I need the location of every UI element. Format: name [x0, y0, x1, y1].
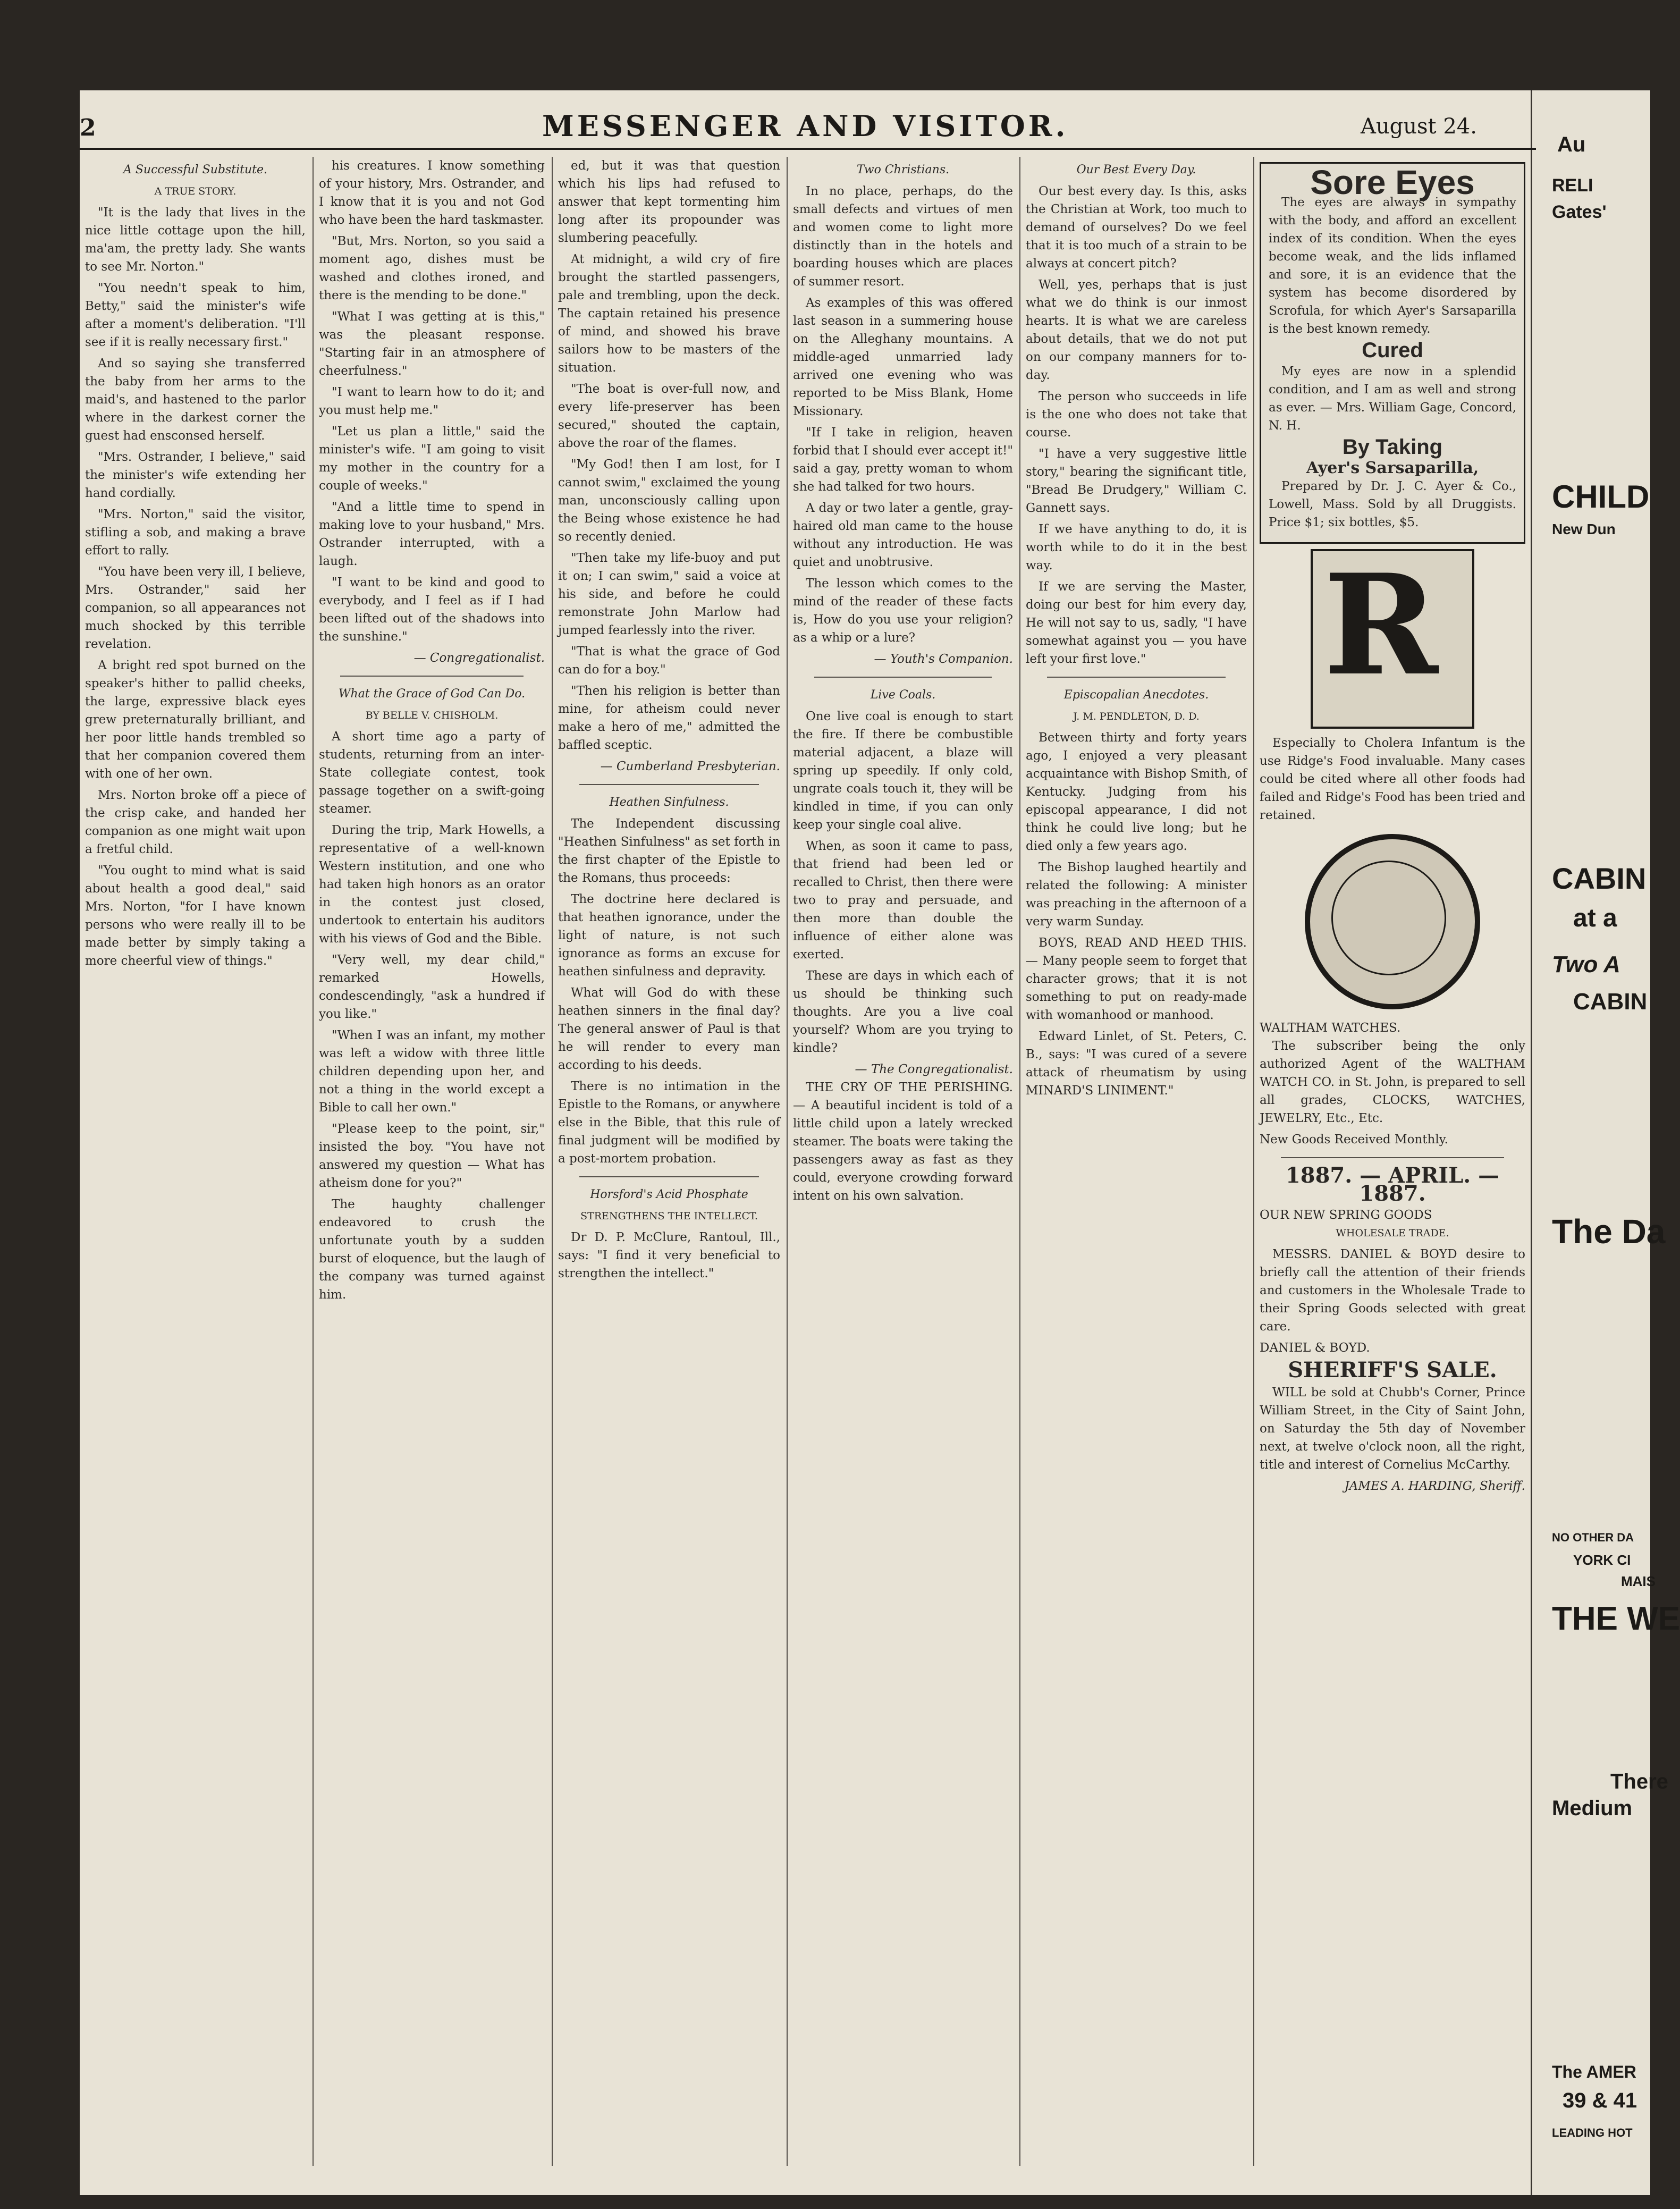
paragraph: What will God do with these heathen sinners in the final day? The general answer of Paul is that he will render to every man according to his deeds.: [558, 986, 780, 1072]
paragraph: A short time ago a party of students, returning from an inter-State collegiate contest, took passage together on a swift-going steamer.: [319, 730, 545, 816]
adjacent-fragment: NO OTHER DA: [1552, 1531, 1634, 1544]
ad-signature: JAMES A. HARDING, Sheriff.: [1344, 1479, 1525, 1493]
paragraph: At midnight, a wild cry of fire brought the startled passengers, pale and trembling, upon the deck. The captain retained his presence of mind, and showed his brave sailors how to be masters of the situation.: [558, 252, 780, 375]
paragraph: One live coal is enough to start the fire. If there be combustible material adjacent, a blaze will spring up speedily. If only cold, ungrate coals touch it, they will be kindled in time, if you can only keep your single coal alive.: [793, 710, 1013, 832]
watch-icon: [1305, 834, 1480, 1009]
article-source: — Cumberland Presbyterian.: [600, 760, 780, 773]
masthead-date: August 24.: [1361, 114, 1477, 139]
paragraph: BOYS, READ AND HEED THIS. — Many people seem to forget that character grows; that it is not something to put on ready-made with womanhood or manhood.: [1026, 936, 1247, 1022]
adjacent-fragment: The AMER: [1552, 2062, 1636, 2081]
paragraph: A day or two later a gentle, gray-haired old man came to the house without any introduction. He was quiet and unobtrusive.: [793, 501, 1013, 569]
ad-text: The eyes are always in sympathy with the body, and afford an excellent index of its condition. When the eyes become weak, and the lids inflamed and sore, it is an evidence that the system has become disordered by Scrofula, for which Ayer's Sarsaparilla is the best known remedy.: [1269, 196, 1516, 336]
paragraph: "I want to be kind and good to everybody, and I feel as if I had been lifted out of the shadows into the sunshine.": [319, 576, 545, 644]
ad-product: Ayer's Sarsaparilla,: [1306, 459, 1479, 477]
ad-title: Horsford's Acid Phosphate: [590, 1188, 748, 1201]
adjacent-fragment: The Da: [1552, 1212, 1666, 1251]
column-2: [319, 157, 545, 2166]
paragraph: If we are serving the Master, doing our best for him every day, He will not say to us, sadly, "I have somewhat against you — you have left your first love.": [1026, 580, 1247, 666]
paragraph: Our best every day. Is this, asks the Christian at Work, too much to demand of ourselves? Do we feel that it is too much of a strain to be always at concert pitch?: [1026, 184, 1247, 271]
paragraph: "You needn't speak to him, Betty," said the minister's wife after a moment's deliberation. "I'll see if it is really necessary first.": [85, 281, 306, 349]
paragraph: During the trip, Mark Howells, a representative of a well-known Western institution, and one who had taken high honors as an orator in the contest just closed, undertook to entertain his auditors with his views of God and the Bible.: [319, 823, 545, 946]
divider: [1281, 1157, 1504, 1158]
article-source: — Youth's Companion.: [874, 652, 1013, 666]
adjacent-fragment: THE WE: [1552, 1600, 1680, 1637]
paragraph: his creatures. I know something of your history, Mrs. Ostrander, and I know that it is you and not God who have been the hard taskmaster.: [319, 159, 545, 227]
ad-subhead: By Taking: [1342, 435, 1443, 459]
paragraph: "Please keep to the point, sir," insisted the boy. "You have not answered my question — What has atheism done for you?": [319, 1122, 545, 1190]
watch-face-icon: [1331, 861, 1446, 975]
column-divider: [787, 157, 788, 2166]
column-divider: [1253, 157, 1254, 2166]
divider: [340, 676, 524, 677]
paragraph: "I want to learn how to do it; and you must help me.": [319, 385, 545, 417]
paragraph: "And a little time to spend in making love to your husband," Mrs. Ostrander interrupted, with a laugh.: [319, 500, 545, 568]
paragraph: "Then his religion is better than mine, for atheism could never make a hero of me," admitted the baffled sceptic.: [558, 684, 780, 752]
adjacent-fragment: RELI: [1552, 175, 1593, 196]
paragraph: The Bishop laughed heartily and related the following: A minister was preaching in the afternoon of a very warm Sunday.: [1026, 861, 1247, 929]
article-subtitle: A TRUE STORY.: [154, 186, 237, 197]
r-monogram-icon: R: [1323, 544, 1439, 706]
article-title: Our Best Every Day.: [1076, 163, 1196, 176]
paragraph: These are days in which each of us should be thinking such thoughts. Are you a live coal yourself? Whom are you trying to kindle?: [793, 969, 1013, 1055]
paragraph: And so saying she transferred the baby from her arms to the maid's, and hastened to the parlor where in the darkest corner the guest had ensconsed herself.: [85, 357, 306, 443]
paragraph: ed, but it was that question which his lips had refused to answer that kept tormenting him long after its propounder was slumbering peacefully.: [558, 159, 780, 245]
ad-text: Dr D. P. McClure, Rantoul, Ill., says: "I find it very beneficial to strengthen the intellect.": [558, 1230, 780, 1280]
ad-signature: DANIEL & BOYD.: [1260, 1341, 1370, 1355]
paragraph: "My God! then I am lost, for I cannot swim," exclaimed the young man, unconsciously calling upon the Being whose existence he had so recently denied.: [558, 458, 780, 544]
adjacent-fragment: New Dun: [1552, 521, 1616, 537]
ad-sore-eyes: [1260, 162, 1525, 544]
ad-headline: WALTHAM WATCHES.: [1260, 1021, 1401, 1035]
paragraph: The lesson which comes to the mind of the reader of these facts is, How do you use your religion? as a whip or a lure?: [793, 577, 1013, 645]
masthead-title: MESSENGER AND VISITOR.: [542, 109, 1069, 143]
column-divider: [313, 157, 314, 2166]
paragraph: In no place, perhaps, do the small defects and virtues of men and women come to light more distinctly than in the hotels and boarding houses which are places of summer resort.: [793, 184, 1013, 289]
ad-text: The subscriber being the only authorized Agent of the WALTHAM WATCH CO. in St. John, is prepared to sell all grades, CLOCKS, WATCHES, JEWELRY, Etc., Etc.: [1260, 1039, 1525, 1125]
paragraph: "You have been very ill, I believe, Mrs. Ostrander," said her companion, so all appearances not much shocked by this terrible revelation.: [85, 565, 306, 651]
ad-headline: Sore Eyes: [1310, 163, 1475, 201]
paragraph: There is no intimation in the Epistle to the Romans, or anywhere else in the Bible, that this rule of final judgment will be modified by a post-mortem probation.: [558, 1080, 780, 1166]
column-5: [1026, 157, 1247, 2166]
article-title: Live Coals.: [870, 688, 936, 702]
paragraph: A bright red spot burned on the speaker's hither to pallid cheeks, the large, expressive black eyes grew preternaturally brilliant, and her poor little hands trembled so that her companion covered them with one of her own.: [85, 659, 306, 781]
paragraph: As examples of this was offered last season in a summering house on the Alleghany mountains. A middle-aged unmarried lady arrived one evening who was reported to be Miss Blank, Home Missionary.: [793, 296, 1013, 418]
paragraph: Between thirty and forty years ago, I enjoyed a very pleasant acquaintance with Bishop Smith, of Kentucky. Judging from his episcopal appearance, I did not think he could live long; but he died only a few years ago.: [1026, 731, 1247, 853]
paragraph: Edward Linlet, of St. Peters, C. B., says: "I was cured of a severe attack of rheumatism by using MINARD'S LINIMENT.": [1026, 1030, 1247, 1098]
paragraph: "Mrs. Norton," said the visitor, stifling a sob, and making a brave effort to rally.: [85, 508, 306, 558]
ad-subhead: WHOLESALE TRADE.: [1336, 1227, 1449, 1239]
adjacent-fragment: Au: [1557, 133, 1586, 156]
adjacent-fragment: Two A: [1552, 951, 1620, 977]
adjacent-fragment: 39 & 41: [1563, 2089, 1637, 2112]
paragraph: "If I take in religion, heaven forbid that I should ever accept it!" said a gay, pretty woman to whom she had talked for two hours.: [793, 426, 1013, 494]
divider: [579, 1176, 759, 1177]
paragraph: "Very well, my dear child," remarked Howells, condescendingly, "ask a hundred if you like.": [319, 953, 545, 1021]
ad-headline: OUR NEW SPRING GOODS: [1260, 1208, 1432, 1222]
paragraph: THE CRY OF THE PERISHING. — A beautiful incident is told of a little child upon a lately wrecked steamer. The boats were taking the passengers away as fast as they could, everyone crowding forward intent on his own salvation.: [793, 1081, 1013, 1203]
paragraph: "I have a very suggestive little story," bearing the significant title, "Bread Be Drudgery," William C. Gannett says.: [1026, 447, 1247, 515]
article-title: Two Christians.: [856, 163, 950, 176]
column-divider: [1019, 157, 1020, 2166]
article-source: — The Congregationalist.: [855, 1063, 1013, 1076]
adjacent-fragment: CABIN: [1573, 989, 1648, 1015]
paragraph: "Mrs. Ostrander, I believe," said the minister's wife extending her hand cordially.: [85, 450, 306, 500]
adjacent-fragment: YORK CI: [1573, 1552, 1631, 1568]
article-byline: BY BELLE V. CHISHOLM.: [365, 710, 499, 721]
column-1: [85, 157, 306, 2166]
adjacent-page: [1531, 90, 1650, 2195]
paragraph: "But, Mrs. Norton, so you said a moment ago, dishes must be washed and clothes ironed, and there is the mending to be done.": [319, 234, 545, 302]
paragraph: The Independent discussing "Heathen Sinfulness" as set forth in the first chapter of the Epistle to the Romans, thus proceeds:: [558, 817, 780, 885]
article-source: — Congregationalist.: [413, 651, 545, 665]
paragraph: "The boat is over-full now, and every life-preserver has been secured," shouted the captain, above the roar of the flames.: [558, 382, 780, 450]
ad-text: MESSRS. DANIEL & BOYD desire to briefly call the attention of their friends and customers in the Wholesale Trade to their Spring Goods selected with great care.: [1260, 1247, 1525, 1334]
adjacent-fragment: Medium: [1552, 1797, 1633, 1820]
paragraph: "When I was an infant, my mother was left a widow with three little children depending upon her, and not a thing in the world except a Bible to call her own.": [319, 1028, 545, 1115]
adjacent-fragment: LEADING HOT: [1552, 2126, 1633, 2139]
paragraph: "Then take my life-buoy and put it on; I can swim," said a voice at his side, and before he could remonstrate John Marlow had jumped fearlessly into the river.: [558, 551, 780, 637]
ad-text: WILL be sold at Chubb's Corner, Prince William Street, in the City of Saint John, on Saturday the 5th day of November next, at twelve o'clock noon, all the right, title and interest of Cornelius McCarthy.: [1260, 1386, 1525, 1472]
ad-text: My eyes are now in a splendid condition, and I am as well and strong as ever. — Mrs. William Gage, Concord, N. H.: [1269, 365, 1516, 433]
masthead-rule: [80, 148, 1536, 150]
ad-year: 1887. — APRIL. — 1887.: [1285, 1163, 1500, 1206]
adjacent-fragment: Gates': [1552, 202, 1607, 222]
paragraph: "You ought to mind what is said about health a good deal," said Mrs. Norton, "for I have known persons who were really ill to be made better by simply taking a more cheerful view of things.": [85, 864, 306, 968]
article-title: A Successful Substitute.: [123, 163, 268, 176]
adjacent-fragment: MAIS: [1621, 1573, 1656, 1589]
article-title: Heathen Sinfulness.: [609, 796, 729, 809]
adjacent-fragment: CABIN: [1552, 862, 1647, 895]
divider: [1047, 677, 1226, 678]
article-byline: J. M. PENDLETON, D. D.: [1073, 711, 1200, 722]
ad-text: Prepared by Dr. J. C. Ayer & Co., Lowell, Mass. Sold by all Druggists. Price $1; six bottles, $5.: [1269, 479, 1516, 529]
article-title: What the Grace of God Can Do.: [338, 687, 526, 701]
paragraph: Well, yes, perhaps that is just what we do think is our inmost hearts. It is what we are careless about details, that we do not put on our company manners for to-day.: [1026, 278, 1247, 382]
paragraph: If we have anything to do, it is worth while to do it in the best way.: [1026, 522, 1247, 572]
column-4: [793, 157, 1013, 2166]
divider: [579, 784, 759, 785]
paragraph: Mrs. Norton broke off a piece of the crisp cake, and handed her companion as one might wait upon a fretful child.: [85, 788, 306, 856]
ad-headline: SHERIFF'S SALE.: [1288, 1358, 1497, 1382]
article-title: Episcopalian Anecdotes.: [1063, 688, 1209, 702]
paragraph: The haughty challenger endeavored to crush the unfortunate youth by a sudden burst of eloquence, but the laugh of the company was turned against him.: [319, 1198, 545, 1302]
paragraph: "What I was getting at is this," was the pleasant response. "Starting fair in an atmosphere of cheerfulness.": [319, 310, 545, 378]
column-3: [558, 157, 780, 2166]
ad-subhead: New Goods Received Monthly.: [1260, 1133, 1448, 1146]
paragraph: "Let us plan a little," said the minister's wife. "I am going to visit my mother in the country for a couple of weeks.": [319, 425, 545, 493]
page-number: 2: [80, 114, 96, 141]
paragraph: "It is the lady that lives in the nice little cottage upon the hill, ma'am, the pretty lady. She wants to see Mr. Norton.": [85, 206, 306, 274]
ad-subhead: Cured: [1362, 339, 1423, 362]
adjacent-fragment: at a: [1573, 904, 1617, 932]
paragraph: The person who succeeds in life is the one who does not take that course.: [1026, 390, 1247, 440]
divider: [814, 677, 992, 678]
adjacent-fragment: There: [1610, 1770, 1668, 1793]
paragraph: "That is what the grace of God can do for a boy.": [558, 645, 780, 677]
column-divider: [552, 157, 553, 2166]
ad-subtitle: STRENGTHENS THE INTELLECT.: [580, 1210, 758, 1222]
paragraph: When, as soon it came to pass, that friend had been led or recalled to Christ, then there were two to pray and persuade, and then more than double the influence of either alone was exerted.: [793, 839, 1013, 962]
adjacent-fragment: CHILD: [1552, 479, 1650, 515]
column-6-ads: [1260, 157, 1525, 2166]
ad-text: Especially to Cholera Infantum is the use Ridge's Food invaluable. Many cases could be cited where all other foods had failed and Ridge's Food has been tried and retained.: [1260, 736, 1525, 822]
ridges-food-logo: [1311, 544, 1474, 729]
paragraph: The doctrine here declared is that heathen ignorance, under the light of nature, is not such ignorance as forms an excuse for heathen sinfulness and depravity.: [558, 892, 780, 979]
